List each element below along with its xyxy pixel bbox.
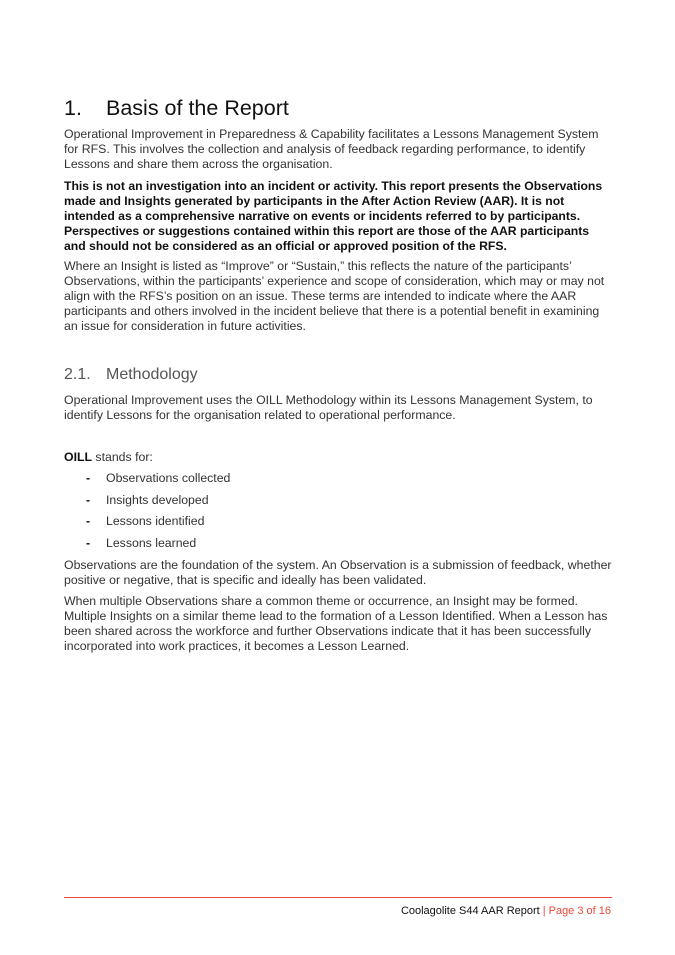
list-item [64,471,230,493]
list-item [64,493,230,515]
list-item [64,536,230,558]
oill-list [64,471,230,557]
disclaimer-paragraph: This is not an investigation into an incident or activity. This report presents the Observations made and Insights generated by participants in the After Action Review (AAR). It is not intended as a comprehensive narrative on events or incidents referred to by participants. Perspectives or suggestions contained within this report are those of the AAR participants and should not be considered as an official or approved position of the RFS. [64,179,603,253]
footer-divider [64,897,612,898]
dash-bullet: - [86,535,91,550]
oill-stands-for: stands for: [92,450,153,464]
observations-paragraph: Observations are the foundation of the system. An Observation is a submission of feedback, whether positive or negative, that is specific and ideally has been validated. [64,558,612,587]
footer-separator: | [542,905,546,917]
page-footer [401,905,611,917]
oill-definition [64,450,153,465]
oill-acronym: OILL [64,450,93,464]
list-item-text: Lessons learned [106,535,197,550]
section-heading [64,96,289,121]
footer-page-number: Page 3 of 16 [548,905,611,917]
footer-report-title: Coolagolite S44 AAR Report [400,905,540,917]
section-number: 1. [64,96,82,120]
subsection-title: Methodology [106,366,198,383]
insights-paragraph: When multiple Observations share a common theme or occurrence, an Insight may be formed. Multiple Insights on a similar theme lead to the formation of a Lesson Identified. When a Lesson has been shared across the workforce and further Observations indicate that it has been successfully incorporated into work practices, it becomes a Lesson Learned. [64,594,608,653]
list-item-text: Observations collected [106,471,231,485]
list-item-text: Insights developed [106,492,209,507]
dash-bullet: - [86,514,91,528]
insight-terms-paragraph: Where an Insight is listed as “Improve” or “Sustain,” this reflects the nature of the participants’ Observations, within the participants’ experience and scope of consideration, which may or may not align with the RFS’s position on an issue. These terms are intended to indicate where the AAR participants and others involved in the incident believe that there is a potential benefit in examining an issue for consideration in future activities. [64,259,605,333]
methodology-intro: Operational Improvement uses the OILL Methodology within its Lessons Management System, to identify Lessons for the organisation related to operational performance. [64,393,593,422]
subsection-number: 2.1. [64,366,91,383]
section-title: Basis of the Report [106,96,289,120]
list-item [64,514,230,536]
subsection-heading [64,366,198,384]
dash-bullet: - [86,471,91,485]
list-item-text: Lessons identified [106,514,205,528]
dash-bullet: - [86,492,91,507]
intro-paragraph: Operational Improvement in Preparedness & Capability facilitates a Lessons Management System for RFS. This involves the collection and analysis of feedback regarding performance, to identify Lessons and share them across the organisation. [64,127,599,171]
